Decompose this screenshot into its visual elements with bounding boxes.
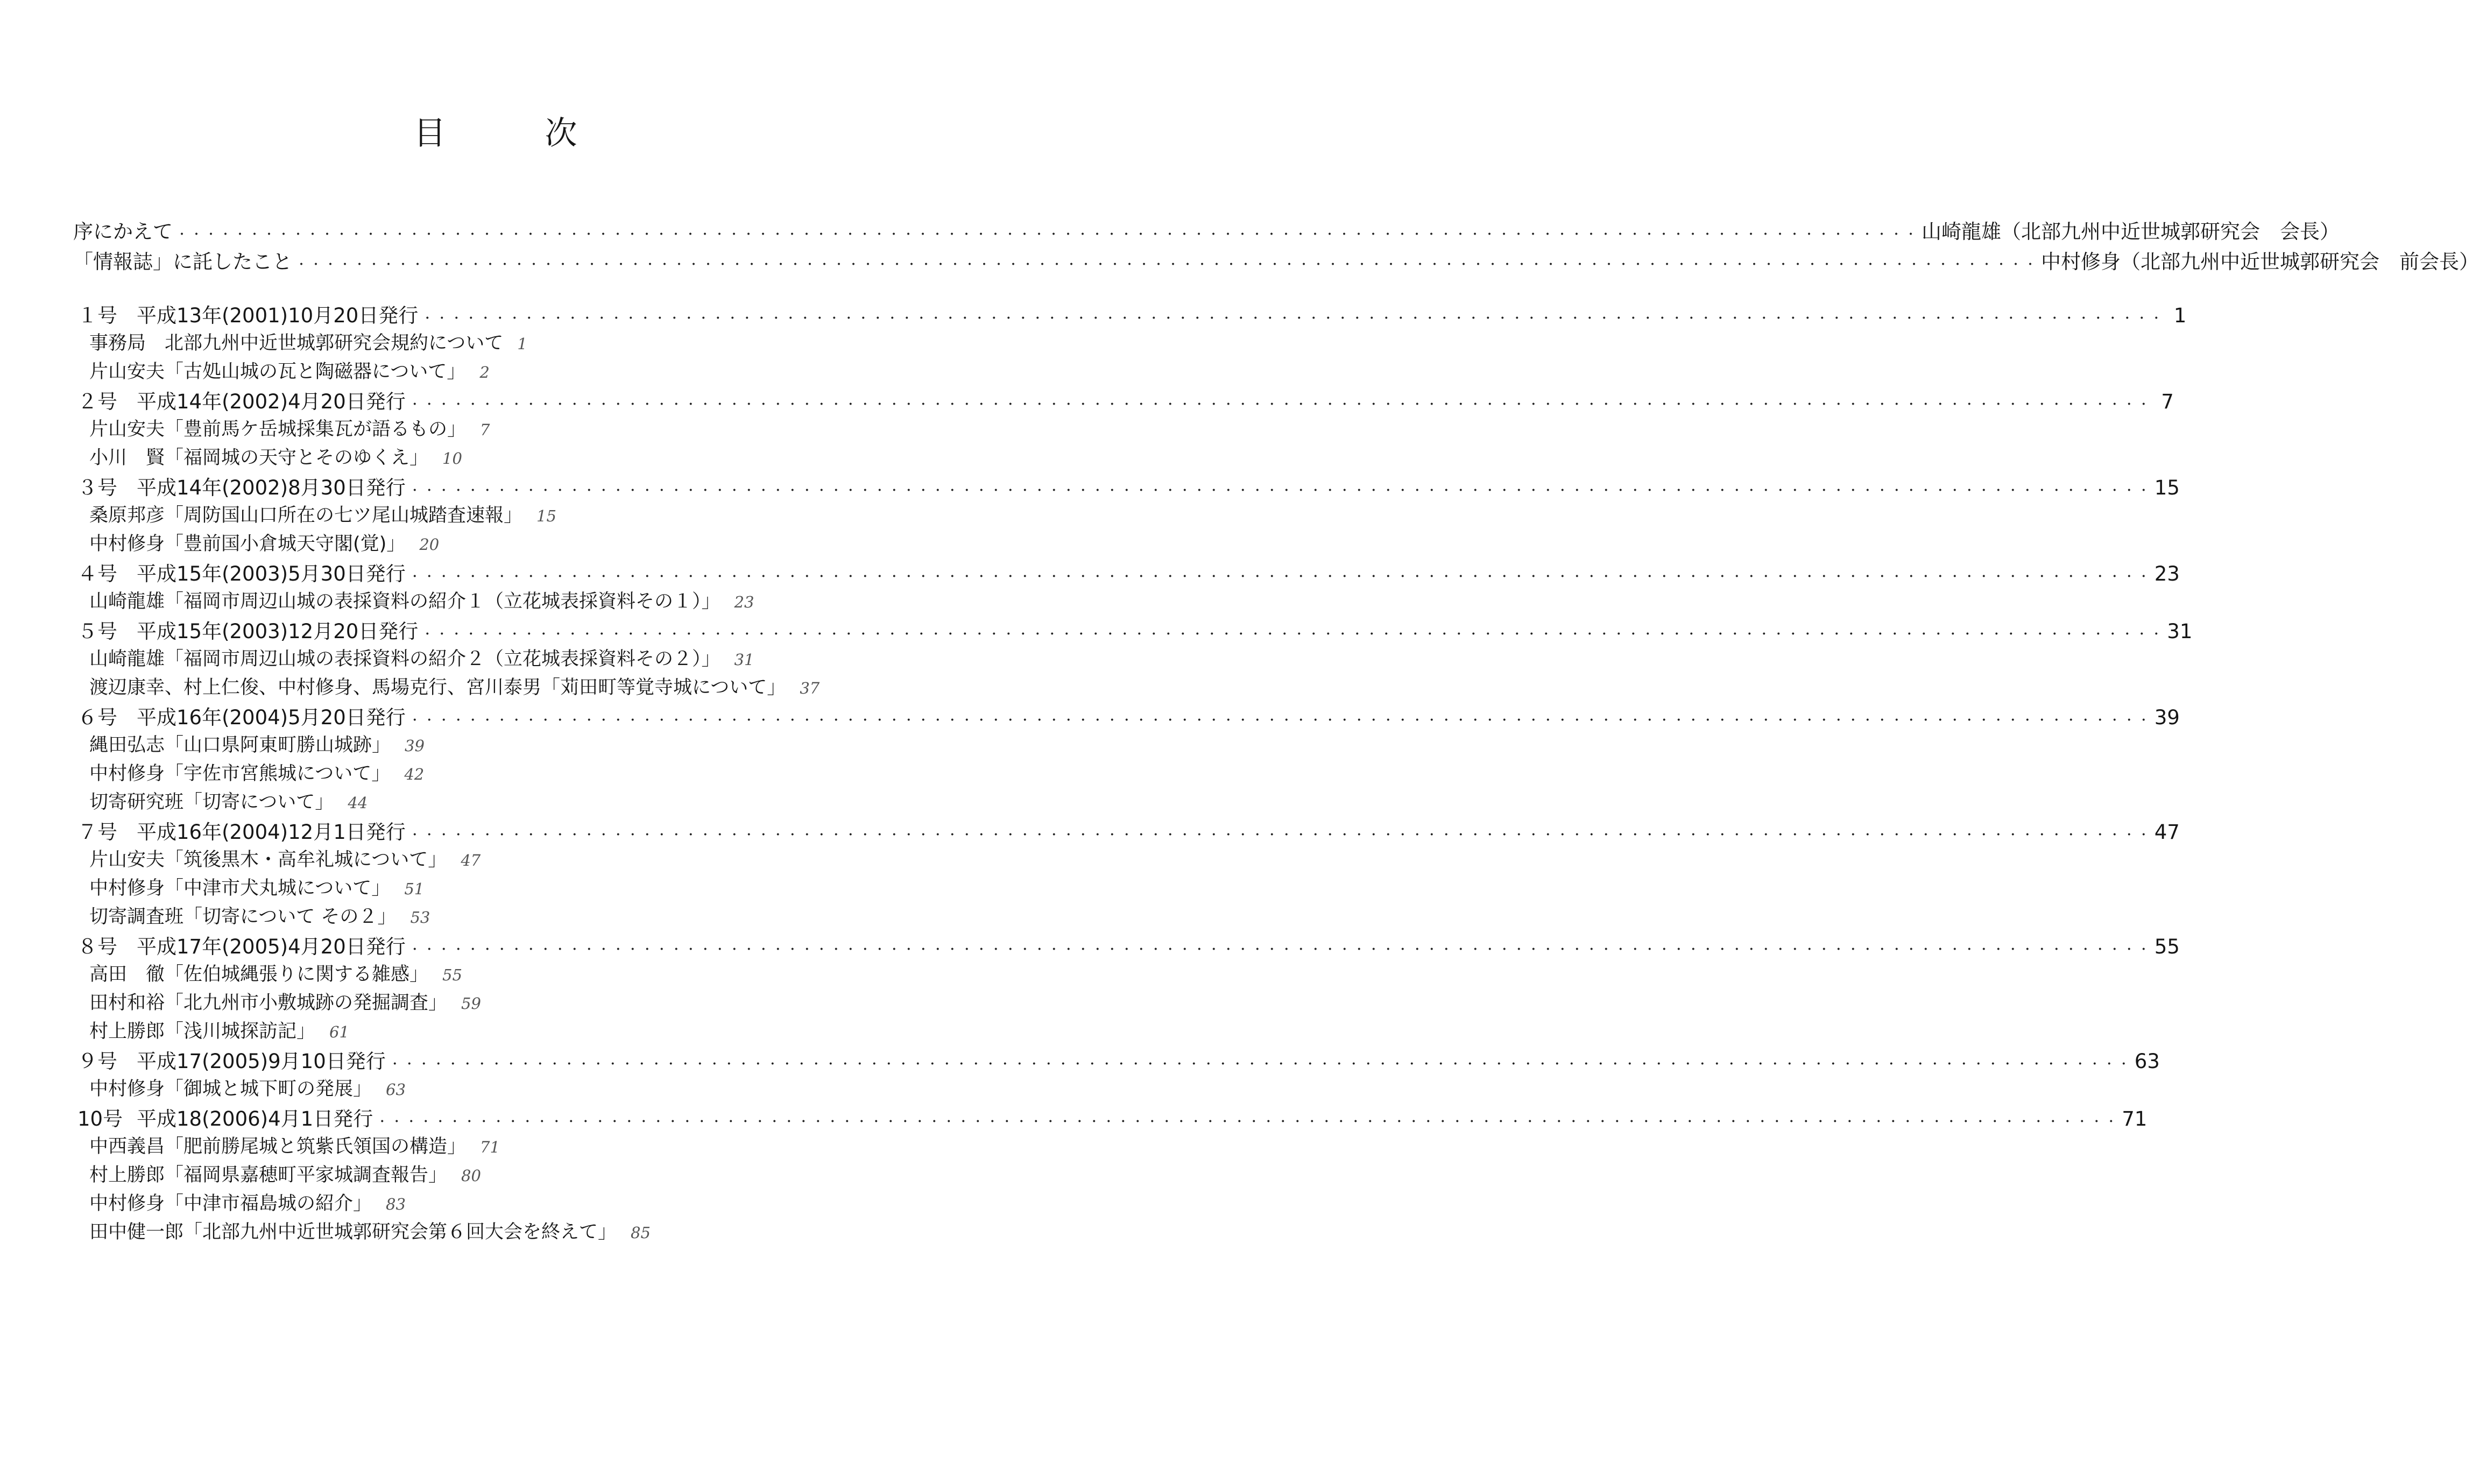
article-entry bbox=[73, 730, 870, 759]
issue-entry bbox=[73, 385, 2174, 471]
issue-heading bbox=[73, 557, 2180, 586]
article-page-number: 51 bbox=[404, 880, 425, 898]
preface-author: 中村修身（北部九州中近世城郭研究会 前会長） bbox=[2041, 250, 2479, 273]
dot-leader: ・・・・・・・・・・・・・・・・・・・・・・・・・・・・・・・・・・・・・・・・・・・・・・・・・・・・・・・・・・・・・・・・・・・・・・・・・・・・・・・・・・・・・・・・・・・・・・・・・・・・・・・・・・・・・・・・・・・・・・・・ bbox=[376, 1115, 2120, 1129]
issue-date: 平成18(2006)4月1日発行 bbox=[137, 1107, 373, 1130]
preface-title: 序にかえて bbox=[73, 220, 173, 243]
article-entry bbox=[73, 1160, 870, 1189]
article-title: 中村修身「宇佐市宮熊城について」 bbox=[89, 763, 391, 785]
issue-heading bbox=[73, 930, 2180, 959]
issue-date: 平成15年(2003)12月20日発行 bbox=[137, 620, 419, 643]
issue-date: 平成14年(2002)4月20日発行 bbox=[137, 390, 406, 413]
article-title: 高田 徹「佐伯城縄張りに関する雑感」 bbox=[89, 964, 429, 985]
article-title: 中村修身「豊前国小倉城天守閣(覚)」 bbox=[89, 533, 406, 555]
article-page-number: 10 bbox=[442, 449, 462, 468]
issue-page-number: 31 bbox=[2167, 620, 2193, 643]
article-entry bbox=[73, 988, 870, 1016]
issue-heading bbox=[73, 816, 2180, 845]
article-entry bbox=[73, 959, 870, 988]
article-entry bbox=[73, 1189, 870, 1217]
article-title: 片山安夫「古処山城の瓦と陶磁器について」 bbox=[89, 361, 466, 383]
article-page-number: 37 bbox=[800, 679, 820, 697]
preface-title: 「情報誌」に託したこと bbox=[73, 250, 292, 273]
article-entry bbox=[73, 787, 870, 816]
article-title: 切寄調査班「切寄について その２」 bbox=[89, 906, 397, 928]
article-title: 村上勝郎「浅川城探訪記」 bbox=[89, 1021, 316, 1042]
article-page-number: 63 bbox=[386, 1080, 406, 1099]
article-page-number: 42 bbox=[404, 765, 425, 783]
article-page-number: 59 bbox=[461, 994, 481, 1013]
article-page-number: 44 bbox=[348, 794, 368, 812]
issue-number: ７号 bbox=[77, 821, 117, 844]
article-page-number: 20 bbox=[419, 535, 440, 554]
dot-leader: ・・・・・・・・・・・・・・・・・・・・・・・・・・・・・・・・・・・・・・・・・・・・・・・・・・・・・・・・・・・・・・・・・・・・・・・・・・・・・・・・・・・・・・・・・・・・・・・・・・・・・・・・・・・・・・・・・・・・・・・・ bbox=[176, 228, 1920, 242]
article-title: 中村修身「中津市福島城の紹介」 bbox=[89, 1193, 372, 1214]
article-page-number: 61 bbox=[329, 1023, 349, 1041]
article-title: 片山安夫「豊前馬ケ岳城採集瓦が語るもの」 bbox=[89, 419, 467, 440]
preface-entry bbox=[73, 215, 2340, 245]
dot-leader: ・・・・・・・・・・・・・・・・・・・・・・・・・・・・・・・・・・・・・・・・・・・・・・・・・・・・・・・・・・・・・・・・・・・・・・・・・・・・・・・・・・・・・・・・・・・・・・・・・・・・・・・・・・・・・・・・・・・・・・・・ bbox=[408, 398, 2152, 412]
article-title: 山崎龍雄「福岡市周辺山城の表採資料の紹介２（立花城表採資料その２）」 bbox=[89, 648, 721, 670]
article-page-number: 55 bbox=[442, 966, 462, 984]
article-page-number: 23 bbox=[734, 593, 754, 611]
issue-heading bbox=[73, 385, 2174, 414]
article-entry bbox=[73, 500, 870, 529]
article-page-number: 7 bbox=[480, 421, 490, 439]
article-page-number: 39 bbox=[405, 737, 425, 755]
article-entry bbox=[73, 1217, 870, 1246]
article-page-number: 47 bbox=[461, 851, 481, 870]
preface-author: 山崎龍雄（北部九州中近世城郭研究会 会長） bbox=[1922, 220, 2340, 243]
issue-number: ２号 bbox=[77, 390, 117, 413]
article-entry bbox=[73, 873, 870, 902]
article-title: 村上勝郎「福岡県嘉穂町平家城調査報告」 bbox=[89, 1164, 448, 1186]
dot-leader: ・・・・・・・・・・・・・・・・・・・・・・・・・・・・・・・・・・・・・・・・・・・・・・・・・・・・・・・・・・・・・・・・・・・・・・・・・・・・・・・・・・・・・・・・・・・・・・・・・・・・・・・・・・・・・・・・・・・・・・・・ bbox=[408, 714, 2152, 727]
article-entry bbox=[73, 1074, 870, 1103]
issue-date: 平成16年(2004)12月1日発行 bbox=[137, 821, 406, 844]
article-page-number: 31 bbox=[734, 651, 754, 669]
article-entry bbox=[73, 644, 870, 673]
article-entry bbox=[73, 845, 870, 873]
issue-page-number: 7 bbox=[2161, 390, 2174, 413]
dot-leader: ・・・・・・・・・・・・・・・・・・・・・・・・・・・・・・・・・・・・・・・・・・・・・・・・・・・・・・・・・・・・・・・・・・・・・・・・・・・・・・・・・・・・・・・・・・・・・・・・・・・・・・・・・・・・・・・・・・・・・・・・ bbox=[408, 829, 2152, 842]
issue-date: 平成17年(2005)4月20日発行 bbox=[137, 935, 406, 958]
issue-date: 平成13年(2001)10月20日発行 bbox=[137, 304, 419, 327]
issue-number: ９号 bbox=[77, 1050, 117, 1073]
dot-leader: ・・・・・・・・・・・・・・・・・・・・・・・・・・・・・・・・・・・・・・・・・・・・・・・・・・・・・・・・・・・・・・・・・・・・・・・・・・・・・・・・・・・・・・・・・・・・・・・・・・・・・・・・・・・・・・・・・・・・・・・・ bbox=[408, 570, 2152, 584]
article-title: 中西義昌「肥前勝尾城と筑紫氏領国の構造」 bbox=[89, 1136, 467, 1157]
issue-number: ６号 bbox=[77, 706, 117, 729]
issue-entry bbox=[73, 615, 2193, 701]
article-entry bbox=[73, 357, 870, 385]
article-page-number: 53 bbox=[410, 908, 430, 927]
article-entry bbox=[73, 673, 870, 701]
issue-number: ５号 bbox=[77, 620, 117, 643]
issue-heading bbox=[73, 471, 2180, 500]
article-title: 切寄研究班「切寄について」 bbox=[89, 792, 334, 813]
issue-page-number: 39 bbox=[2154, 706, 2180, 729]
issue-number: 10号 bbox=[77, 1107, 123, 1130]
article-entry bbox=[73, 1132, 870, 1160]
article-title: 田村和裕「北九州市小敷城跡の発掘調査」 bbox=[89, 992, 448, 1014]
article-entry bbox=[73, 328, 870, 357]
article-title: 渡辺康幸、村上仁俊、中村修身、馬場克行、宮川泰男「苅田町等覚寺城について」 bbox=[89, 677, 786, 698]
issue-page-number: 1 bbox=[2173, 304, 2187, 327]
article-title: 田中健一郎「北部九州中近世城郭研究会第６回大会を終えて」 bbox=[89, 1221, 617, 1243]
article-title: 小川 賢「福岡城の天守とそのゆくえ」 bbox=[89, 447, 429, 469]
issue-date: 平成15年(2003)5月30日発行 bbox=[137, 562, 406, 585]
dot-leader: ・・・・・・・・・・・・・・・・・・・・・・・・・・・・・・・・・・・・・・・・・・・・・・・・・・・・・・・・・・・・・・・・・・・・・・・・・・・・・・・・・・・・・・・・・・・・・・・・・・・・・・・・・・・・・・・・・・・・・・・・ bbox=[408, 484, 2152, 498]
issue-heading bbox=[73, 1103, 2148, 1132]
issue-heading bbox=[73, 299, 2187, 328]
issue-date: 平成17(2005)9月10日発行 bbox=[137, 1050, 386, 1073]
issue-entry bbox=[73, 471, 2180, 557]
article-title: 縄田弘志「山口県阿東町勝山城跡」 bbox=[89, 734, 391, 756]
preface-entry bbox=[73, 245, 2479, 275]
issue-entry bbox=[73, 816, 2180, 930]
issue-list bbox=[73, 299, 2193, 1246]
article-entry bbox=[73, 759, 870, 787]
article-entry bbox=[73, 414, 870, 443]
issue-page-number: 23 bbox=[2154, 562, 2180, 585]
issue-page-number: 47 bbox=[2154, 821, 2180, 844]
issue-date: 平成14年(2002)8月30日発行 bbox=[137, 476, 406, 499]
issue-page-number: 55 bbox=[2154, 935, 2180, 958]
issue-entry bbox=[73, 1045, 2160, 1103]
dot-leader: ・・・・・・・・・・・・・・・・・・・・・・・・・・・・・・・・・・・・・・・・・・・・・・・・・・・・・・・・・・・・・・・・・・・・・・・・・・・・・・・・・・・・・・・・・・・・・・・・・・・・・・・・・・・・・・・・・・・・・・・・ bbox=[408, 943, 2152, 957]
article-title: 事務局 北部九州中近世城郭研究会規約について bbox=[89, 333, 504, 354]
issue-entry bbox=[73, 557, 2180, 615]
article-title: 中村修身「御城と城下町の発展」 bbox=[89, 1078, 372, 1100]
issue-page-number: 15 bbox=[2154, 476, 2180, 499]
issue-entry bbox=[73, 701, 2180, 816]
article-entry bbox=[73, 586, 870, 615]
article-entry bbox=[73, 902, 870, 930]
issue-heading bbox=[73, 701, 2180, 730]
issue-entry bbox=[73, 1103, 2148, 1246]
issue-heading bbox=[73, 615, 2193, 644]
article-page-number: 15 bbox=[536, 507, 556, 525]
article-entry bbox=[73, 443, 870, 471]
issue-number: ４号 bbox=[77, 562, 117, 585]
article-entry bbox=[73, 1016, 870, 1045]
issue-number: ３号 bbox=[77, 476, 117, 499]
article-title: 片山安夫「筑後黒木・高牟礼城について」 bbox=[89, 849, 447, 871]
preface-list bbox=[73, 215, 2479, 275]
issue-heading bbox=[73, 1045, 2160, 1074]
issue-date: 平成16年(2004)5月20日発行 bbox=[137, 706, 406, 729]
article-page-number: 1 bbox=[517, 335, 527, 353]
article-page-number: 80 bbox=[461, 1167, 481, 1185]
page-title: 目 次 bbox=[413, 115, 611, 152]
article-entry bbox=[73, 529, 870, 557]
article-title: 中村修身「中津市犬丸城について」 bbox=[89, 878, 391, 899]
article-title: 桑原邦彦「周防国山口所在の七ツ尾山城踏査速報」 bbox=[89, 505, 523, 526]
dot-leader: ・・・・・・・・・・・・・・・・・・・・・・・・・・・・・・・・・・・・・・・・・・・・・・・・・・・・・・・・・・・・・・・・・・・・・・・・・・・・・・・・・・・・・・・・・・・・・・・・・・・・・・・・・・・・・・・・・・・・・・・・ bbox=[421, 628, 2165, 641]
article-title: 山崎龍雄「福岡市周辺山城の表採資料の紹介１（立花城表採資料その１）」 bbox=[89, 591, 721, 612]
article-page-number: 83 bbox=[386, 1195, 406, 1213]
article-page-number: 2 bbox=[479, 363, 490, 381]
issue-number: １号 bbox=[77, 304, 117, 327]
dot-leader: ・・・・・・・・・・・・・・・・・・・・・・・・・・・・・・・・・・・・・・・・・・・・・・・・・・・・・・・・・・・・・・・・・・・・・・・・・・・・・・・・・・・・・・・・・・・・・・・・・・・・・・・・・・・・・・・・・・・・・・・・ bbox=[389, 1058, 2132, 1071]
issue-page-number: 63 bbox=[2134, 1050, 2160, 1073]
issue-entry bbox=[73, 930, 2180, 1045]
dot-leader: ・・・・・・・・・・・・・・・・・・・・・・・・・・・・・・・・・・・・・・・・・・・・・・・・・・・・・・・・・・・・・・・・・・・・・・・・・・・・・・・・・・・・・・・・・・・・・・・・・・・・・・・・・・・・・・・・・・・・・・・・ bbox=[295, 258, 2039, 272]
article-page-number: 71 bbox=[480, 1138, 500, 1156]
issue-page-number: 71 bbox=[2122, 1107, 2148, 1130]
issue-number: ８号 bbox=[77, 935, 117, 958]
article-page-number: 85 bbox=[631, 1224, 651, 1242]
dot-leader: ・・・・・・・・・・・・・・・・・・・・・・・・・・・・・・・・・・・・・・・・・・・・・・・・・・・・・・・・・・・・・・・・・・・・・・・・・・・・・・・・・・・・・・・・・・・・・・・・・・・・・・・・・・・・・・・・・・・・・・・・ bbox=[421, 312, 2165, 326]
issue-entry bbox=[73, 299, 2187, 385]
